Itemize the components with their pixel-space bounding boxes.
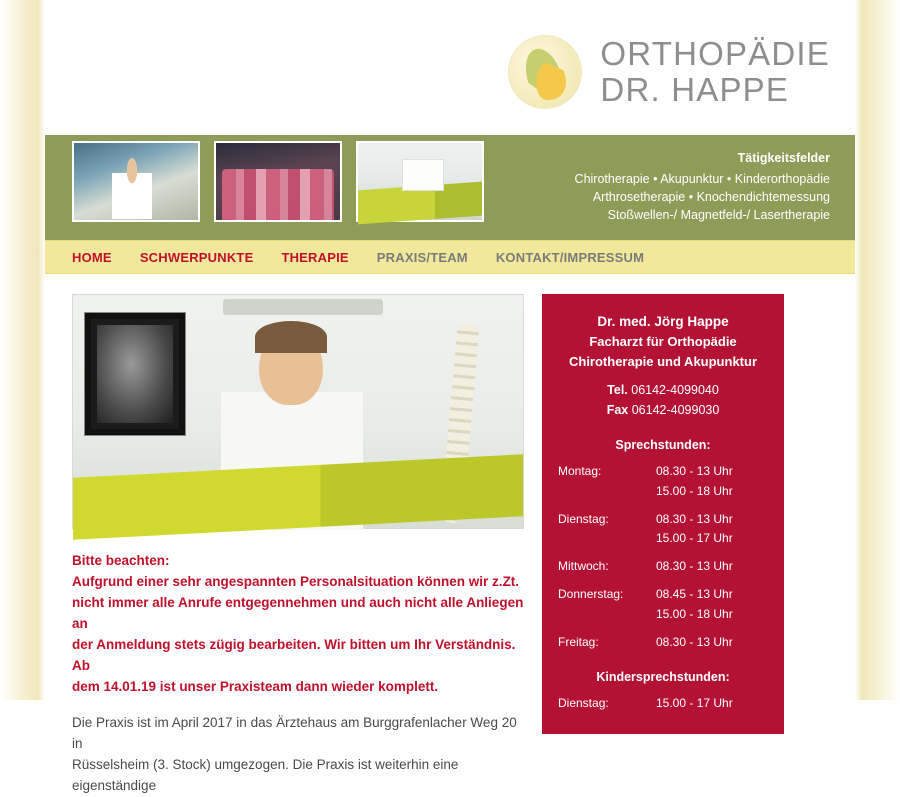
row-spacer (558, 577, 768, 585)
nav-item-home[interactable]: HOME (72, 249, 112, 265)
table-row (558, 482, 768, 502)
hours-time: 08.45 - 13 Uhr (656, 586, 733, 601)
logo-line-1: ORTHOPÄDIE (600, 35, 830, 73)
team-group-photo (214, 141, 342, 222)
notice-line-5: dem 14.01.19 ist unser Praxisteam dann wieder komplett. (72, 678, 439, 694)
ceiling-lamp-shape (223, 299, 383, 315)
table-row (558, 633, 768, 653)
hours-time: 08.30 - 13 Uhr (656, 559, 733, 574)
band-title: Tätigkeitsfelder (737, 151, 830, 165)
band-thumbnails (72, 141, 484, 222)
logo-text (600, 36, 830, 107)
telephone-row (558, 381, 768, 400)
desk-shape (73, 454, 523, 540)
logo-line-2: DR. HAPPE (600, 71, 790, 108)
hours-day: Freitag: (558, 634, 599, 649)
hours-time: 15.00 - 17 Uhr (656, 696, 733, 711)
doctor-title-2: Chirotherapie und Akupunktur (568, 353, 758, 369)
hours-day: Donnerstag: (558, 586, 624, 601)
site-header (45, 0, 855, 135)
fax-value: 06142-4099030 (631, 402, 720, 417)
site-logo[interactable] (508, 35, 830, 109)
row-spacer (558, 625, 768, 633)
band-line-2: Arthrosetherapie • Knochendichtemessung (592, 190, 830, 205)
telephone-label: Tel. (607, 383, 628, 398)
band-text (575, 151, 830, 224)
body-line-1: Die Praxis ist im April 2017 in das Ärztehaus am Burggrafenlacher Weg 20 in (72, 715, 517, 752)
doctor-name: Dr. med. Jörg Happe (597, 314, 729, 329)
card-header (558, 312, 768, 371)
hours-time: 08.30 - 13 Uhr (656, 634, 733, 649)
table-row (558, 462, 768, 482)
leaf-circle-logo-icon (508, 35, 582, 109)
nav-item-kontakt-impressum[interactable]: KONTAKT/IMPRESSUM (495, 249, 645, 265)
wall-picture-frame (85, 313, 185, 435)
hours-time: 15.00 - 17 Uhr (656, 531, 733, 546)
telephone-value: 06142-4099040 (631, 383, 719, 398)
hours-day: Montag: (558, 464, 602, 478)
row-spacer (558, 502, 768, 510)
opening-hours-title: Sprechstunden: (615, 438, 711, 452)
opening-hours-table (558, 462, 768, 652)
notice-line-1: Bitte beachten: (72, 553, 170, 568)
notice-line-2: Aufgrund einer sehr angespannten Personalsituation können wir z.Zt. (72, 573, 520, 589)
table-row (558, 694, 768, 714)
fax-row (558, 401, 768, 420)
doctor-at-desk-photo (72, 141, 200, 222)
table-row (558, 510, 768, 530)
hours-day: Dienstag: (558, 511, 609, 526)
contact-block (558, 381, 768, 420)
row-spacer (558, 549, 768, 557)
body-line-2: Rüsselsheim (3. Stock) umgezogen. Die Praxis ist weiterhin eine eigenständige (72, 757, 459, 794)
doctor-portrait-photo (72, 294, 524, 529)
band-line-3: Stoßwellen-/ Magnetfeld-/ Lasertherapie (607, 208, 830, 223)
doctor-title-1: Facharzt für Orthopädie (589, 334, 737, 350)
waiting-room-photo (356, 141, 484, 222)
page-content (45, 0, 855, 794)
kids-hours-title: Kindersprechstunden: (596, 670, 730, 685)
body-text-block (72, 713, 524, 797)
nav-item-praxis-team[interactable]: PRAXIS/TEAM (376, 249, 468, 265)
table-row (558, 557, 768, 577)
practice-info-card (542, 294, 784, 734)
table-row (558, 529, 768, 549)
hours-time: 08.30 - 13 Uhr (656, 464, 733, 478)
notice-block (72, 551, 524, 697)
table-row (558, 605, 768, 625)
photo-band (45, 135, 855, 240)
hours-day: Dienstag: (558, 696, 609, 711)
nav-item-therapie[interactable]: THERAPIE (281, 249, 349, 265)
notice-line-4: der Anmeldung stets zügig bearbeiten. Wir bitten um Ihr Verständnis. Ab (72, 636, 516, 673)
main-navigation (45, 240, 855, 274)
hours-time: 15.00 - 18 Uhr (656, 606, 733, 621)
fax-label: Fax (606, 402, 629, 417)
info-column (542, 294, 784, 797)
hours-time: 08.30 - 13 Uhr (656, 511, 733, 526)
notice-line-3: nicht immer alle Anrufe entgegennehmen und auch nicht alle Anliegen an (72, 594, 524, 631)
nav-item-schwerpunkte[interactable]: SCHWERPUNKTE (139, 249, 254, 265)
main-area (45, 274, 855, 797)
table-row (558, 585, 768, 605)
kids-hours-table (558, 694, 768, 714)
hours-day: Mittwoch: (558, 559, 609, 574)
band-line-1: Chirotherapie • Akupunktur • Kinderorthopädie (574, 172, 830, 186)
hours-time: 15.00 - 18 Uhr (656, 483, 733, 498)
content-column (72, 294, 524, 797)
